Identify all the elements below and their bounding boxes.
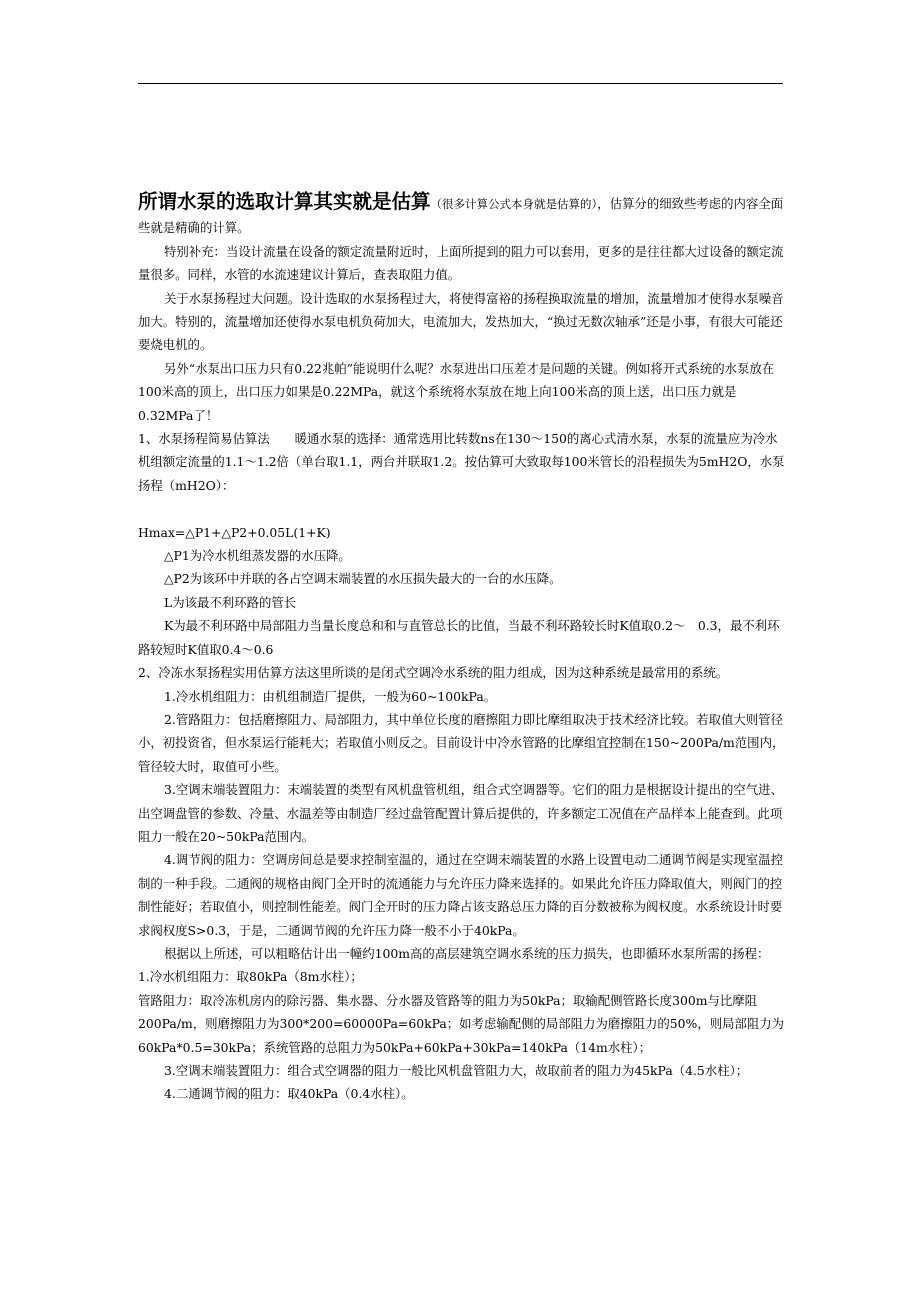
- formula-note-l: L为该最不利环路的管长: [164, 594, 297, 610]
- paragraph-outlet-pressure: 另外“水泵出口压力只有0.22兆帕”能说明什么呢？水泵进出口压差才是问题的关键。例如将开式系统的水泵放在100米高的顶上，出口压力如果是0.22MPa，就这个系统将水泵放在地上向100米高的顶上送，出口压力就是0.32MPa了！: [138, 360, 775, 423]
- head-formula: Hmax=△P1+△P2+0.05L(1+K): [138, 524, 331, 540]
- estimate-valve: 4.二通调节阀的阻力：取40kPa（0.4水柱）。: [164, 1086, 414, 1102]
- document-body: [138, 190, 786, 1106]
- item-pipe-resistance: 2.管路阻力：包括磨擦阻力、局部阻力，其中单位长度的磨擦阻力即比摩组取决于技术经济比较。若取值大则管径小，初投资省，但水泵运行能耗大；若取值小则反之。目前设计中冷水管路的比摩组宜控制在150~200Pa/m范围内，管径较大时，取值可小些。: [138, 711, 785, 774]
- summary-paragraph: 根据以上所述，可以粗略估计出一幢约100m高的高层建筑空调水系统的压力损失，也即循环水泵所需的扬程：: [164, 945, 770, 961]
- paragraph-supplement: 特别补充：当设计流量在设备的额定流量附近时，上面所提到的阻力可以套用，更多的是往往都大过设备的额定流量很多。同样，水管的水流速建议计算后，查表取阻力值。: [138, 243, 784, 283]
- item-valve-resistance: 4.调节阀的阻力：空调房间总是要求控制室温的，通过在空调末端装置的水路上设置电动二通调节阀是实现室温控制的一种手段。二通阀的规格由阀门全开时的流通能力与允许压力降来选择的。如果此允许压力降取值大，则阀门的控制性能好；若取值小，则控制性能差。阀门全开时的压力降占该支路总压力降的百分数被称为阀权度。水系统设计时要求阀权度S>0.3，于是，二通调节阀的允许压力降一般不小于40kPa。: [138, 852, 783, 938]
- title-note: （很多计算公式本身就是估算的）: [430, 197, 598, 211]
- estimate-chiller: 1.冷水机组阻力：取80kPa（8m水柱）；: [138, 969, 363, 985]
- formula-note-p2: △P2为该环中并联的各占空调末端装置的水压损失最大的一台的水压降。: [164, 571, 562, 587]
- paragraph-head-too-large: 关于水泵扬程过大问题。设计选取的水泵扬程过大，将使得富裕的扬程换取流量的增加，流量增加才使得水泵噪音加大。特别的，流量增加还使得水泵电机负荷加大，电流加大，发热加大，“换过无数次轴承”还是小事，有很大可能还要烧电机的。: [138, 290, 784, 353]
- document-title-paragraph: [138, 190, 786, 240]
- header-rule: [138, 83, 783, 84]
- item-terminal-resistance: 3.空调末端装置阻力：末端装置的类型有风机盘管机组，组合式空调器等。它们的阻力是根据设计提出的空气进、出空调盘管的参数、冷量、水温差等由制造厂经过盘管配置计算后提供的，许多额定工况值在产品样本上能查到。此项阻力一般在20~50kPa范围内。: [138, 782, 783, 844]
- section-1-simple-estimate: 1、水泵扬程简易估算法 暖通水泵的选择：通常选用比转数ns在130～150的离心式清水泵，水泵的流量应为冷水机组额定流量的1.1～1.2倍（单台取1.1，两台并联取1.2。按估算可大致取每100米管长的沿程损失为5mH2O，水泵扬程（mH2O）：: [138, 431, 785, 493]
- estimate-pipe: 管路阻力：取冷冻机房内的除污器、集水器、分水器及管路等的阻力为50kPa；取输配侧管路长度300m与比摩阻200Pa/m，则磨擦阻力为300*200=60000Pa=60kPa；如考虑输配侧的局部阻力为磨擦阻力的50%，则局部阻力为60kPa*0.5=30kPa；系统管路的总阻力为50kPa+60kPa+30kPa=140kPa（14m水柱）；: [138, 992, 785, 1055]
- blank-line: [138, 497, 786, 520]
- document-title: 所谓水泵的选取计算其实就是估算: [138, 190, 431, 213]
- section-2-practical-estimate: 2、冷冻水泵扬程实用估算方法这里所谈的是闭式空调冷水系统的阻力组成，因为这种系统是最常用的系统。: [138, 665, 729, 681]
- formula-note-k: K为最不利环路中局部阻力当量长度总和和与直管总长的比值，当最不利环路较长时K值取0.2～ 0.3，最不利环路较短时K值取0.4～0.6: [138, 618, 780, 657]
- formula-note-p1: △P1为冷水机组蒸发器的水压降。: [164, 548, 351, 564]
- item-chiller-resistance: 1.冷水机组阻力：由机组制造厂提供，一般为60~100kPa。: [164, 688, 497, 704]
- estimate-terminal: 3.空调末端装置阻力：组合式空调器的阻力一般比风机盘管阻力大，故取前者的阻力为45kPa（4.5水柱）；: [164, 1063, 749, 1079]
- title-rest: ，估算分的细致些考虑的内容全面些就是精确的计算。: [138, 196, 784, 236]
